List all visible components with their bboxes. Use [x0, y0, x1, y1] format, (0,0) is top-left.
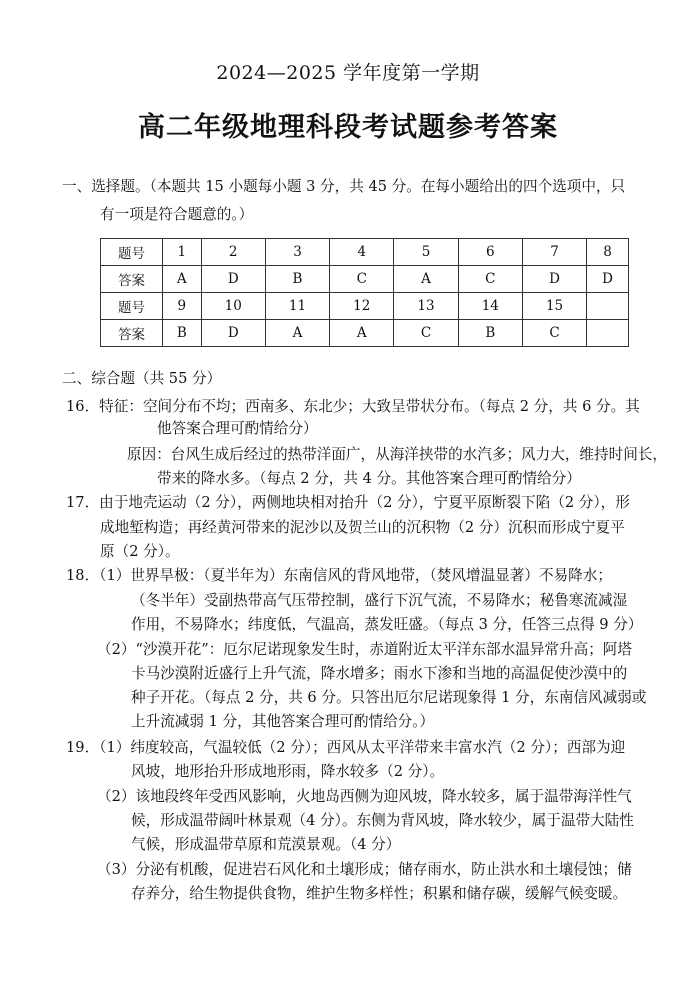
- q18-line: （冬半年）受副热带高气压带控制，盛行下沉气流，不易降水；秘鲁寒流减湿: [131, 592, 628, 609]
- term-heading: 2024—2025 学年度第一学期: [216, 62, 480, 84]
- table-cell: 答案: [101, 266, 163, 293]
- table-cell: B: [163, 320, 202, 347]
- table-cell: 8: [587, 239, 629, 266]
- table-cell: [587, 293, 629, 320]
- q19-line: （3）分泌有机酸，促进岩石风化和土壤形成；储存雨水，防止洪水和土壤侵蚀；储: [97, 861, 632, 878]
- q19-line: 候，形成温带阔叶林景观（4 分）。东侧为背风坡，降水较少，属于温带大陆性: [131, 812, 634, 829]
- table-cell: 9: [163, 293, 202, 320]
- table-cell: 7: [522, 239, 586, 266]
- table-cell: 1: [163, 239, 202, 266]
- q19-line: 气候，形成温带草原和荒漠景观。（4 分）: [131, 836, 401, 853]
- table-cell: A: [394, 266, 458, 293]
- q18-line: （2）“沙漠开花”：厄尔尼诺现象发生时，赤道附近太平洋东部水温异常升高；阿塔: [97, 641, 632, 658]
- table-cell: 14: [458, 293, 522, 320]
- table-cell: D: [522, 266, 586, 293]
- section2-heading: 二、综合题（共 55 分）: [62, 370, 222, 387]
- table-cell: [587, 320, 629, 347]
- q18-line: 上升流减弱 1 分，其他答案合理可酌情给分。）: [131, 713, 435, 730]
- table-cell: 11: [265, 293, 329, 320]
- q16-line: 原因：台风生成后经过的热带洋面广，从海洋挟带的水汽多；风力大，维持时间长，: [127, 446, 667, 463]
- table-cell: D: [201, 266, 265, 293]
- q19-line: （2）该地段终年受西风影响，火地岛西侧为迎风坡，降水较多，属于温带海洋性气: [97, 788, 632, 805]
- table-cell: 题号: [101, 239, 163, 266]
- table-cell: 12: [330, 293, 394, 320]
- table-cell: 4: [330, 239, 394, 266]
- q16-line: 他答案合理可酌情给分）: [157, 420, 318, 437]
- q19-line: 存养分，给生物提供食物，维护生物多样性；积累和储存碳，缓解气候变暖。: [131, 885, 628, 902]
- table-row: [101, 266, 629, 293]
- table-cell: 2: [201, 239, 265, 266]
- table-cell: 题号: [101, 293, 163, 320]
- table-cell: 13: [394, 293, 458, 320]
- table-cell: B: [458, 320, 522, 347]
- q19-line: 19．（1）纬度较高，气温较低（2 分）；西风从太平洋带来丰富水汽（2 分）；西部为迎: [66, 739, 626, 756]
- q17-line: 17．由于地壳运动（2 分），两侧地块相对抬升（2 分），宁夏平原断裂下陷（2 分），形: [66, 494, 630, 511]
- answer-table: [100, 238, 629, 347]
- q17-line: 原（2 分）。: [100, 543, 180, 560]
- table-cell: 5: [394, 239, 458, 266]
- table-cell: 3: [265, 239, 329, 266]
- table-cell: D: [201, 320, 265, 347]
- q18-line: 种子开花。（每点 2 分，共 6 分。只答出厄尔尼诺现象得 1 分，东南信风减弱或: [131, 689, 647, 706]
- page-title: 高二年级地理科段考试题参考答案: [138, 112, 558, 143]
- table-cell: 6: [458, 239, 522, 266]
- table-cell: 15: [522, 293, 586, 320]
- table-cell: A: [265, 320, 329, 347]
- table-row: [101, 320, 629, 347]
- q18-line: 作用，不易降水；纬度低，气温高，蒸发旺盛。（每点 3 分，任答三点得 9 分）: [131, 616, 643, 633]
- table-cell: 10: [201, 293, 265, 320]
- table-row: [101, 239, 629, 266]
- table-cell: C: [330, 266, 394, 293]
- q18-line: 18．（1）世界旱极：（夏半年为）东南信风的背风地带，（焚风增温显著）不易降水；: [66, 567, 612, 584]
- q16-line: 16．特征：空间分布不均；西南多、东北少；大致呈带状分布。（每点 2 分，共 6 分。其: [66, 398, 640, 415]
- section1-heading-cont: 有一项是符合题意的。）: [100, 206, 254, 223]
- q17-line: 成地堑构造；再经黄河带来的泥沙以及贺兰山的沉积物（2 分）沉积而形成宁夏平: [100, 519, 625, 536]
- table-cell: A: [163, 266, 202, 293]
- q18-line: 卡马沙漠附近盛行上升气流，降水增多；雨水下渗和当地的高温促使沙漠中的: [131, 665, 628, 682]
- table-cell: D: [587, 266, 629, 293]
- q19-line: 风坡，地形抬升形成地形雨，降水较多（2 分）。: [131, 763, 445, 780]
- table-row: [101, 293, 629, 320]
- table-cell: A: [330, 320, 394, 347]
- table-cell: C: [458, 266, 522, 293]
- table-cell: C: [394, 320, 458, 347]
- q16-line: 带来的降水多。（每点 2 分，共 4 分。其他答案合理可酌情给分）: [157, 470, 581, 487]
- table-cell: C: [522, 320, 586, 347]
- table-cell: B: [265, 266, 329, 293]
- table-cell: 答案: [101, 320, 163, 347]
- section1-heading: 一、选择题。（本题共 15 小题每小题 3 分，共 45 分。在每小题给出的四个选项中，只: [62, 178, 626, 195]
